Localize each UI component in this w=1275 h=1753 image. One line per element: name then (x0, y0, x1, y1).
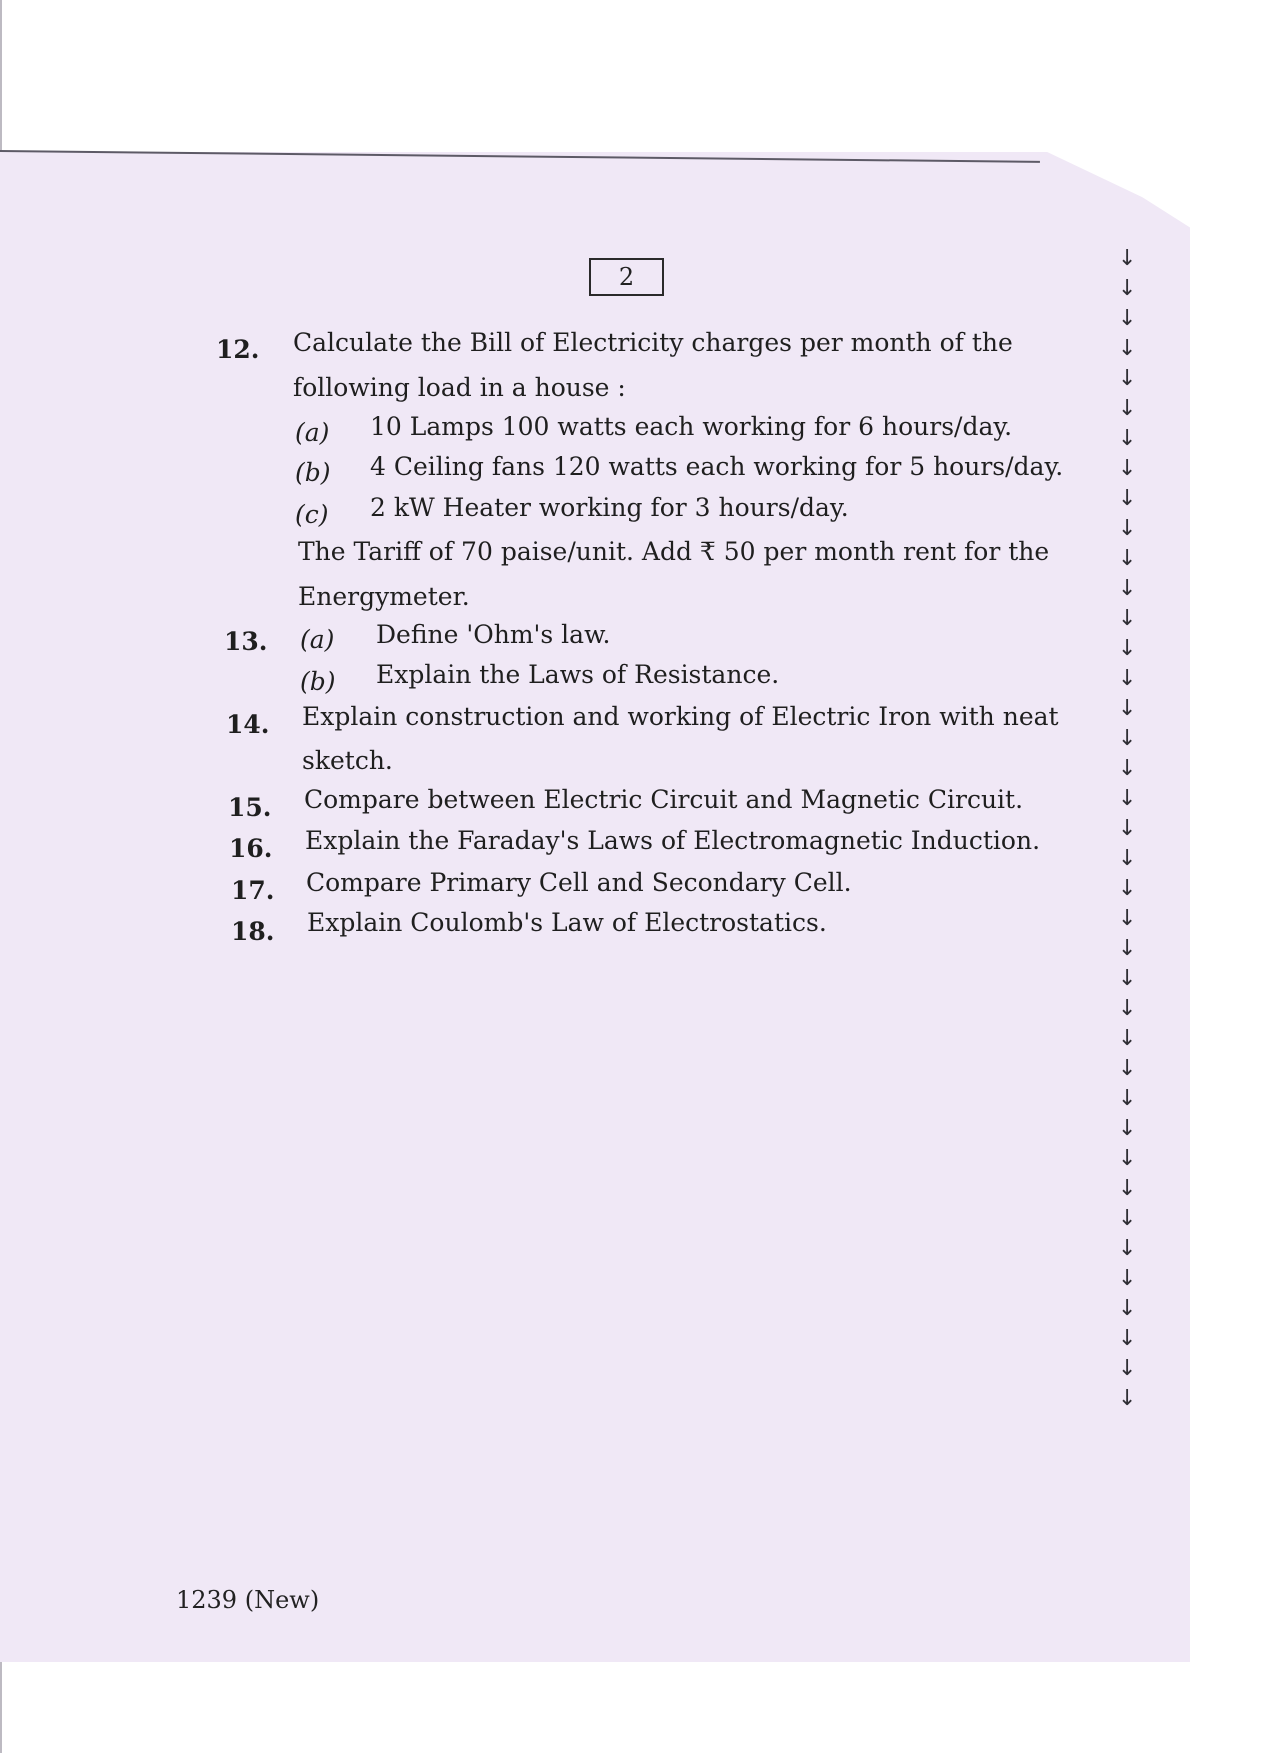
question-text: Explain Coulomb's Law of Electrostatics. (307, 908, 827, 937)
question-number: 17. (231, 876, 275, 905)
part-text: Explain the Laws of Resistance. (376, 660, 780, 689)
down-arrow-icon: ↓ (1118, 456, 1137, 481)
down-arrow-icon: ↓ (1118, 876, 1137, 901)
down-arrow-icon: ↓ (1118, 1206, 1137, 1231)
paper-code: 1239 (New) (176, 1586, 320, 1614)
down-arrow-icon: ↓ (1118, 1296, 1137, 1321)
question-number: 18. (231, 917, 275, 946)
down-arrow-icon: ↓ (1118, 576, 1137, 601)
down-arrow-icon: ↓ (1118, 1146, 1137, 1171)
down-arrow-icon: ↓ (1118, 486, 1137, 511)
margin-arrow-column (1118, 244, 1158, 1414)
down-arrow-icon: ↓ (1118, 306, 1137, 331)
down-arrow-icon: ↓ (1118, 1116, 1137, 1141)
down-arrow-icon: ↓ (1118, 1176, 1137, 1201)
down-arrow-icon: ↓ (1118, 1266, 1137, 1291)
part-text: 10 Lamps 100 watts each working for 6 hours/day. (370, 412, 1013, 441)
down-arrow-icon: ↓ (1118, 606, 1137, 631)
down-arrow-icon: ↓ (1118, 636, 1137, 661)
part-text: 4 Ceiling fans 120 watts each working for 5 hours/day. (370, 452, 1064, 481)
down-arrow-icon: ↓ (1118, 816, 1137, 841)
down-arrow-icon: ↓ (1118, 396, 1137, 421)
down-arrow-icon: ↓ (1118, 756, 1137, 781)
down-arrow-icon: ↓ (1118, 1356, 1137, 1381)
down-arrow-icon: ↓ (1118, 666, 1137, 691)
down-arrow-icon: ↓ (1118, 846, 1137, 871)
down-arrow-icon: ↓ (1118, 966, 1137, 991)
down-arrow-icon: ↓ (1118, 246, 1137, 271)
down-arrow-icon: ↓ (1118, 1386, 1137, 1411)
down-arrow-icon: ↓ (1118, 1026, 1137, 1051)
part-label: (c) (295, 500, 329, 529)
down-arrow-icon: ↓ (1118, 276, 1137, 301)
down-arrow-icon: ↓ (1118, 1236, 1137, 1261)
question-number: 15. (228, 793, 272, 822)
down-arrow-icon: ↓ (1118, 906, 1137, 931)
down-arrow-icon: ↓ (1118, 726, 1137, 751)
question-number: 12. (216, 335, 260, 364)
down-arrow-icon: ↓ (1118, 516, 1137, 541)
question-number: 16. (229, 834, 273, 863)
question-text: Compare between Electric Circuit and Magnetic Circuit. (304, 785, 1024, 814)
down-arrow-icon: ↓ (1118, 1056, 1137, 1081)
part-text: Define 'Ohm's law. (376, 620, 611, 649)
question-number: 14. (226, 710, 270, 739)
down-arrow-icon: ↓ (1118, 366, 1137, 391)
down-arrow-icon: ↓ (1118, 426, 1137, 451)
question-text: Energymeter. (298, 582, 470, 611)
question-text: The Tariff of 70 paise/unit. Add ₹ 50 per month rent for the (298, 537, 1050, 566)
down-arrow-icon: ↓ (1118, 696, 1137, 721)
down-arrow-icon: ↓ (1118, 786, 1137, 811)
part-label: (a) (295, 418, 330, 447)
part-text: 2 kW Heater working for 3 hours/day. (370, 493, 849, 522)
down-arrow-icon: ↓ (1118, 936, 1137, 961)
down-arrow-icon: ↓ (1118, 336, 1137, 361)
down-arrow-icon: ↓ (1118, 1086, 1137, 1111)
down-arrow-icon: ↓ (1118, 996, 1137, 1021)
part-label: (b) (295, 458, 331, 487)
down-arrow-icon: ↓ (1118, 1326, 1137, 1351)
question-text: Compare Primary Cell and Secondary Cell. (306, 868, 852, 897)
question-text: Calculate the Bill of Electricity charges per month of the (293, 328, 1013, 357)
question-text: Explain construction and working of Electric Iron with neat (302, 702, 1059, 731)
part-label: (b) (300, 667, 336, 696)
down-arrow-icon: ↓ (1118, 546, 1137, 571)
question-text: sketch. (302, 746, 393, 775)
part-label: (a) (300, 625, 335, 654)
question-number: 13. (224, 627, 268, 656)
question-text: following load in a house : (293, 373, 626, 402)
page-number: 2 (589, 258, 664, 296)
question-text: Explain the Faraday's Laws of Electromagnetic Induction. (305, 826, 1041, 855)
